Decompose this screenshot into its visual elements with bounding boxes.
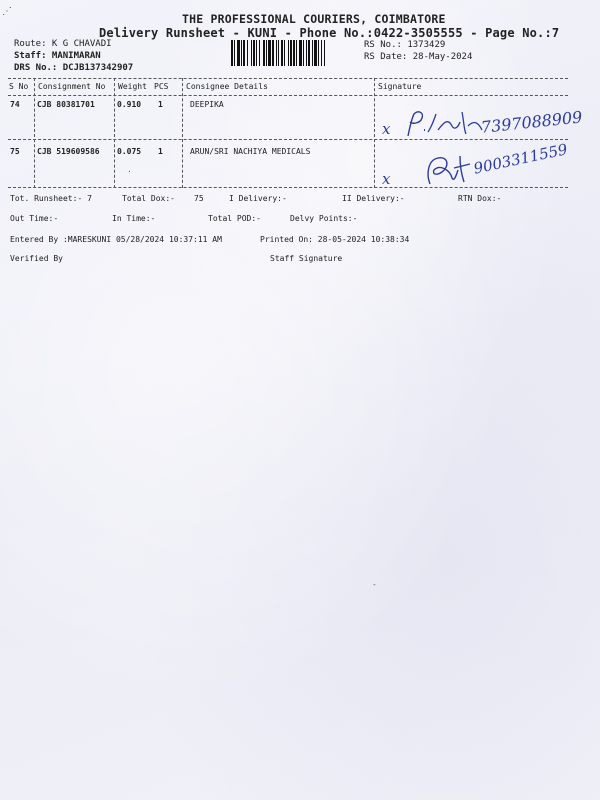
runsheet-title: Delivery Runsheet - KUNI - Phone No.:0422-3505555 - Page No.:7 xyxy=(99,26,560,40)
row-pcs: 1 xyxy=(158,147,163,156)
signature-x-mark: x xyxy=(382,170,391,188)
col-header-weight: Weight xyxy=(118,82,147,91)
in-time-field: In Time:- xyxy=(112,214,156,223)
rs-date-field: RS Date: 28-May-2024 xyxy=(364,52,473,62)
col-divider xyxy=(374,78,375,188)
route-field: Route: K G CHAVADI xyxy=(14,39,112,49)
total-dox-value: 75 xyxy=(194,194,204,203)
ii-delivery-field: II Delivery:- xyxy=(342,194,405,203)
handwritten-signature-arun xyxy=(420,150,480,190)
row-sno: 75 xyxy=(10,147,20,156)
col-header-consignment: Consignment No xyxy=(38,82,106,91)
row-consignment-no: CJB 519609586 xyxy=(37,147,100,156)
row-weight: 0.075 xyxy=(117,147,142,156)
col-divider xyxy=(182,78,183,188)
col-divider xyxy=(34,78,35,188)
table-top-rule xyxy=(8,78,568,79)
entered-by-field: Entered By :MARESKUNI 05/28/2024 10:37:11 AM xyxy=(10,235,222,244)
handwritten-phone-number: 7397088909 xyxy=(480,107,584,137)
staff-signature-label: Staff Signature xyxy=(270,254,343,263)
col-header-sno: S No xyxy=(9,82,29,91)
row-weight: 0.910 xyxy=(117,100,142,109)
row-consignee: ARUN/SRI NACHIYA MEDICALS xyxy=(190,147,311,156)
row-consignee: DEEPIKA xyxy=(190,100,224,109)
paper-mark: - xyxy=(372,580,377,589)
total-pod-field: Total POD:- xyxy=(208,214,261,223)
rs-number-field: RS No.: 1373429 xyxy=(364,40,446,50)
col-header-consignee: Consignee Details xyxy=(186,82,268,91)
printed-on-field: Printed On: 28-05-2024 10:38:34 xyxy=(260,235,410,244)
barcode-graphic xyxy=(231,40,355,66)
verified-by-label: Verified By xyxy=(10,254,63,263)
staff-field: Staff: MANIMARAN xyxy=(14,51,101,61)
scan-specks: ⋰ xyxy=(2,6,12,17)
out-time-field: Out Time:- xyxy=(10,214,59,223)
company-title: THE PROFESSIONAL COURIERS, COIMBATORE xyxy=(182,12,446,26)
stray-dot: · xyxy=(127,167,132,176)
total-dox-label: Total Dox:- xyxy=(122,194,175,203)
table-header-rule xyxy=(8,95,568,96)
signature-x-mark: x xyxy=(382,120,391,138)
row-pcs: 1 xyxy=(158,100,163,109)
delvy-points-field: Delvy Points:- xyxy=(290,214,358,223)
i-delivery-field: I Delivery:- xyxy=(229,194,287,203)
rtn-dox-field: RTN Dox:- xyxy=(458,194,502,203)
col-header-signature: Signature xyxy=(378,82,422,91)
col-header-pcs: PCS xyxy=(154,82,169,91)
handwritten-phone-number: 9003311559 xyxy=(472,140,570,178)
drs-number-field: DRS No.: DCJB137342907 xyxy=(14,63,134,73)
row-sno: 74 xyxy=(10,100,20,109)
row-consignment-no: CJB 80381701 xyxy=(37,100,95,109)
tot-runsheet-field: Tot. Runsheet:- 7 xyxy=(10,194,92,203)
col-divider xyxy=(114,78,115,188)
barcode-bar xyxy=(325,40,326,66)
table-bottom-rule xyxy=(8,187,568,188)
